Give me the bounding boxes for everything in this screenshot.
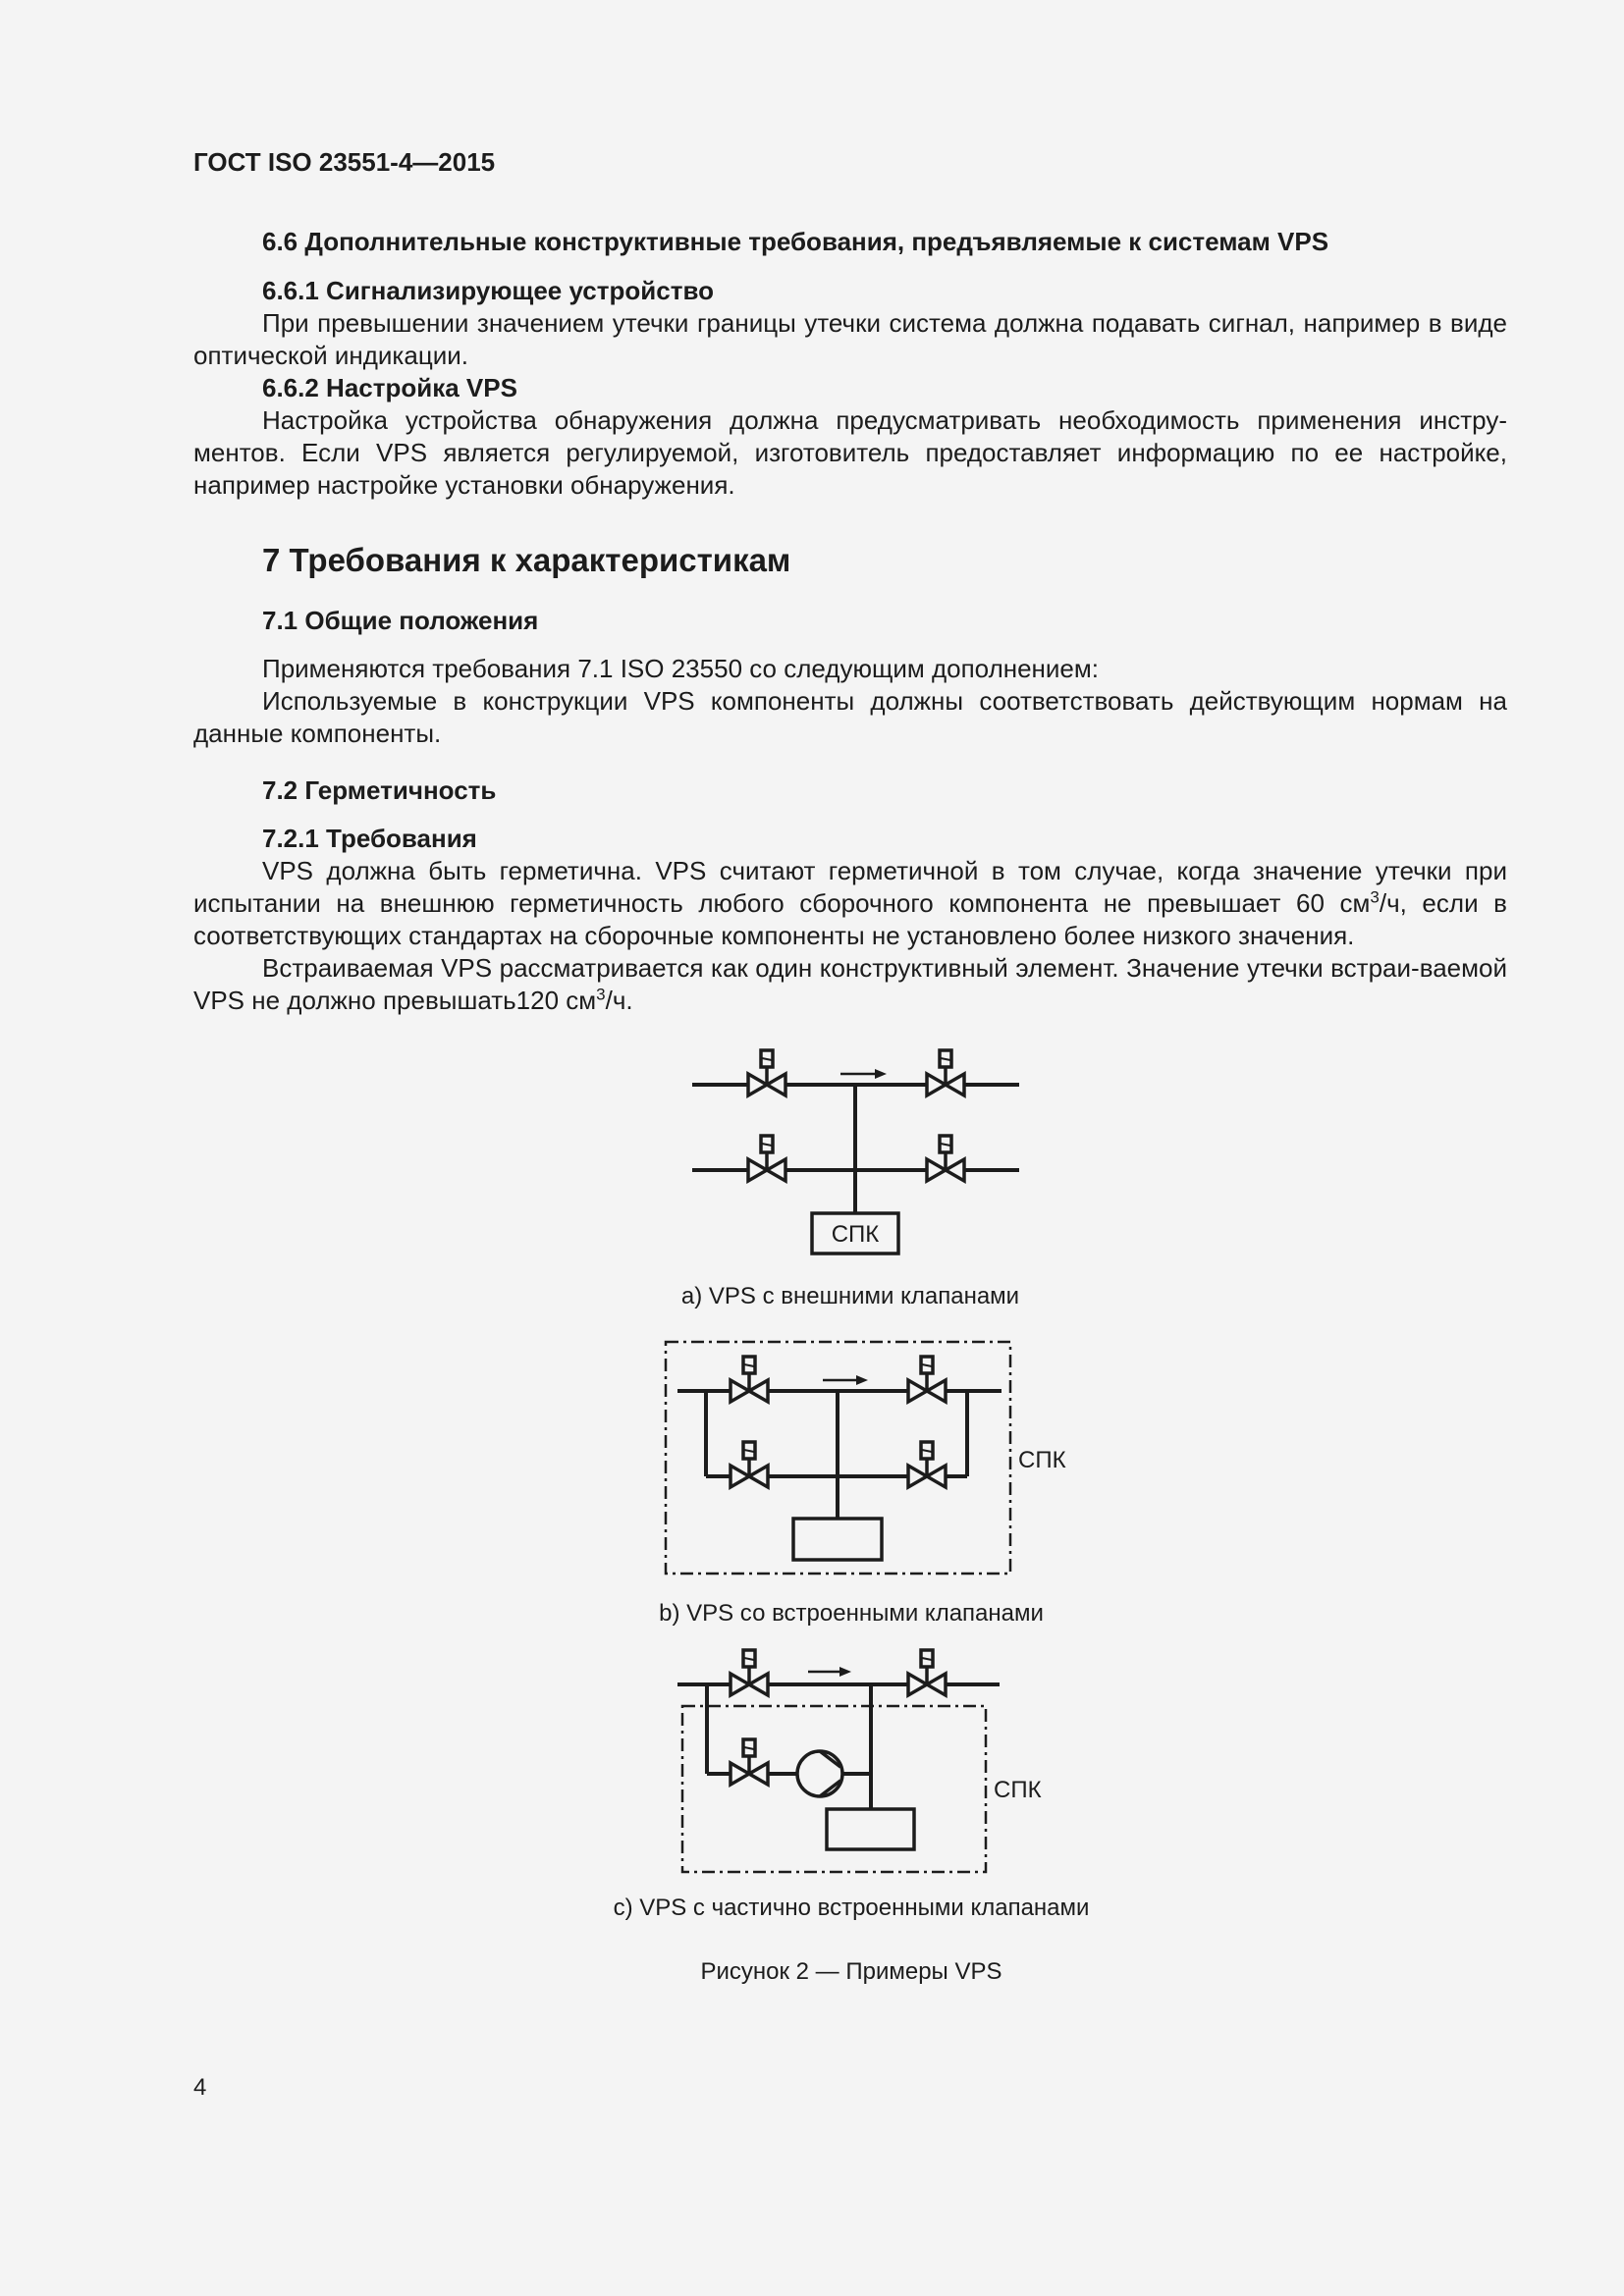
figure-c-diagram bbox=[658, 1639, 1070, 1880]
figure-c-label: СПК bbox=[994, 1777, 1042, 1803]
pump-icon bbox=[797, 1751, 842, 1796]
section-7-2-1-paragraph-1: VPS должна быть герметична. VPS считают герметичной в том случае, когда значение утечки при испытании на внешнюю герметичность любого сборочного компонента не превышает 60 $см^3/ч$, если в соответствующих стандартах на сборочные компоненты не установлено более низкого значения. bbox=[193, 856, 1507, 950]
valve-icon bbox=[748, 1050, 785, 1095]
superscript: 3 bbox=[596, 985, 606, 1004]
section-7-1-paragraph-1: Применяются требования 7.1 ISO 23550 со следующим дополнением: bbox=[262, 654, 1099, 683]
figure-a-caption: a) VPS с внешними клапанами bbox=[680, 1283, 1020, 1309]
section-7-2-title: 7.2 Герметичность bbox=[262, 775, 497, 805]
figure-b-label: СПК bbox=[1018, 1447, 1066, 1473]
section-6-6-2-title: 6.6.2 Настройка VPS bbox=[262, 373, 517, 402]
valve-icon bbox=[908, 1442, 946, 1487]
valve-icon bbox=[731, 1650, 768, 1695]
figure-b-diagram bbox=[658, 1335, 1070, 1590]
valve-icon bbox=[731, 1739, 768, 1785]
valve-icon bbox=[908, 1357, 946, 1402]
section-6-6-2-text: Настройка устройства обнаружения должна предусматривать необходимость применения инстру-ментов. Если VPS является регулируемой, изготовитель предоставляет информацию по ее настройке, например настройке установки обнаружения. bbox=[193, 405, 1507, 500]
valve-icon bbox=[908, 1650, 946, 1695]
section-7-title: 7 Требования к характеристикам bbox=[262, 542, 791, 578]
section-6-6-title: 6.6 Дополнительные конструктивные требования, предъявляемые к системам VPS bbox=[262, 227, 1329, 256]
section-7-1-paragraph-2: Используемые в конструкции VPS компоненты должны соответствовать действующим нормам на данные компоненты. bbox=[193, 686, 1507, 748]
figure-a-label: СПК bbox=[831, 1221, 880, 1248]
superscript: 3 bbox=[1370, 887, 1380, 907]
section-7-2-1-paragraph-2: Встраиваемая VPS рассматривается как один конструктивный элемент. Значение утечки встраи-ваемой VPS не должно превышать120 $см^3/ч$. bbox=[193, 953, 1507, 1015]
figure-a-diagram bbox=[687, 1041, 1031, 1266]
page-number: 4 bbox=[193, 2074, 207, 2101]
valve-icon bbox=[731, 1442, 768, 1487]
section-7-1-title: 7.1 Общие положения bbox=[262, 606, 539, 635]
section-6-6-1-text: При превышении значением утечки границы утечки система должна подавать сигнал, например в виде оптической индикации. bbox=[193, 308, 1507, 370]
figure-c-caption: c) VPS с частично встроенными клапанами bbox=[613, 1895, 1090, 1921]
section-6-6-1-title: 6.6.1 Сигнализирующее устройство bbox=[262, 276, 714, 305]
section-7-2-1-title: 7.2.1 Требования bbox=[262, 824, 477, 853]
valve-icon bbox=[748, 1136, 785, 1181]
document-header: ГОСТ ISO 23551-4—2015 bbox=[193, 147, 496, 177]
figure-title: Рисунок 2 — Примеры VPS bbox=[700, 1958, 1002, 1985]
valve-icon bbox=[927, 1136, 964, 1181]
valve-icon bbox=[927, 1050, 964, 1095]
valve-icon bbox=[731, 1357, 768, 1402]
figure-b-caption: b) VPS со встроенными клапанами bbox=[659, 1600, 1044, 1627]
